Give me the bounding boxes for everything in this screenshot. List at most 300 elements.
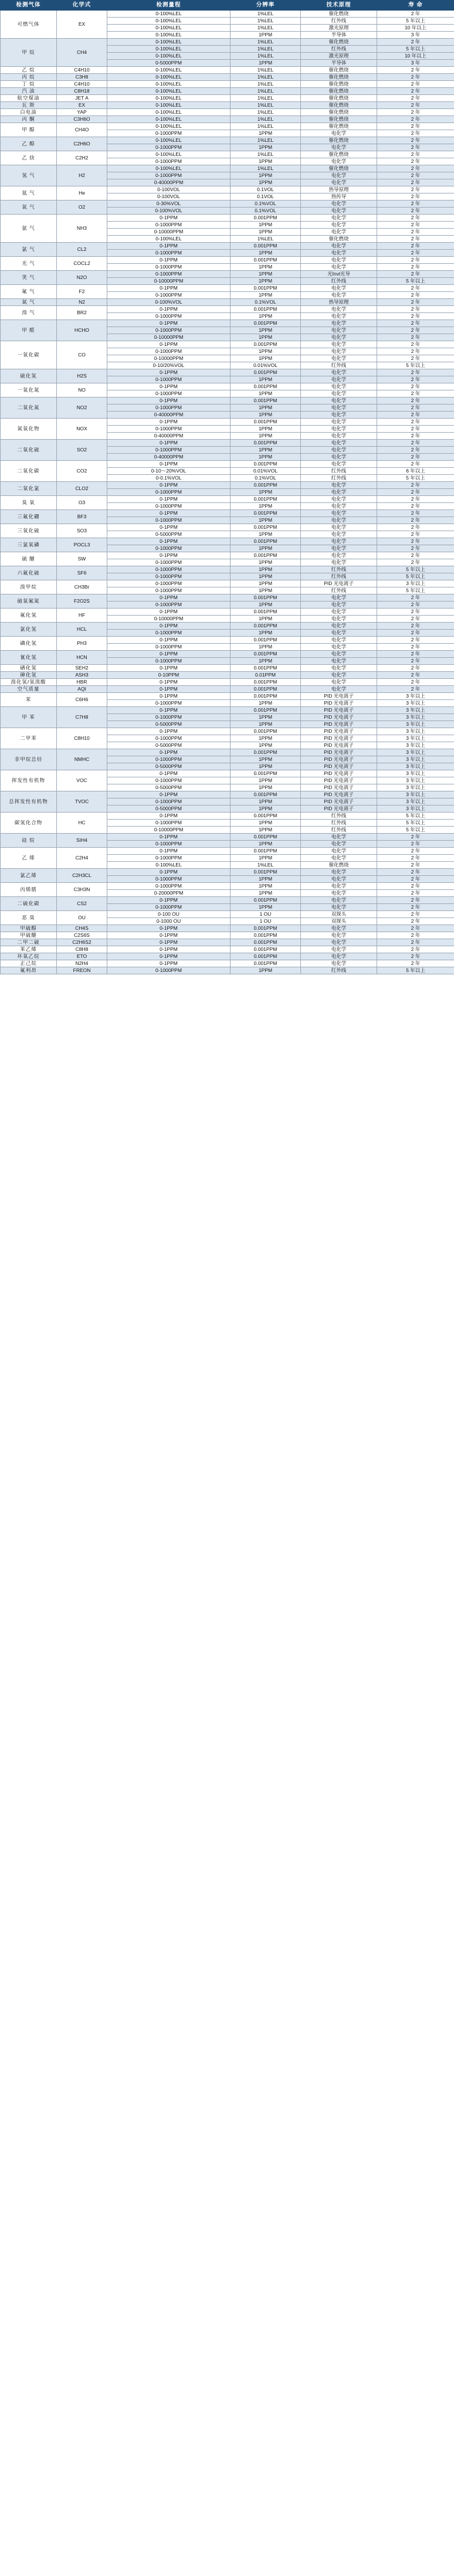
cell-technology: 电化学	[301, 412, 377, 419]
cell-resolution: 1PPM	[231, 179, 301, 186]
cell-technology: 电化学	[301, 594, 377, 601]
cell-gas-name: 甲 醛	[1, 320, 57, 341]
cell-technology: 电化学	[301, 946, 377, 953]
cell-technology: 红外线	[301, 18, 377, 25]
cell-range: 0-100%LEL	[107, 116, 231, 123]
cell-lifetime: 2 年	[377, 883, 454, 890]
cell-formula: He	[57, 186, 107, 200]
cell-technology: 激光原理	[301, 53, 377, 60]
table-row	[1, 74, 454, 81]
cell-technology: 激光原理	[301, 25, 377, 32]
cell-resolution: 1PPM	[231, 580, 301, 587]
cell-resolution: 1 OU	[231, 918, 301, 925]
cell-range: 0-10000PPM	[107, 334, 231, 341]
cell-range: 0-1PPM	[107, 770, 231, 777]
cell-technology: 电化学	[301, 292, 377, 299]
cell-lifetime: 2 年	[377, 405, 454, 412]
cell-technology: 红外线	[301, 813, 377, 820]
cell-technology: 催化燃烧	[301, 74, 377, 81]
cell-range: 0-0.1%VOL	[107, 475, 231, 482]
cell-lifetime: 2 年	[377, 172, 454, 179]
cell-technology: PID 光电离子	[301, 742, 377, 749]
cell-technology: PID 光电离子	[301, 763, 377, 770]
cell-resolution: 1PPM	[231, 229, 301, 236]
cell-resolution: 0.001PPM	[231, 594, 301, 601]
table-row	[1, 88, 454, 95]
cell-technology: 红外线	[301, 278, 377, 285]
cell-range: 0-1PPM	[107, 834, 231, 841]
cell-lifetime: 5 年以上	[377, 46, 454, 53]
cell-range: 0-1PPM	[107, 552, 231, 559]
cell-technology: 电化学	[301, 482, 377, 489]
cell-range: 0-1000PPM	[107, 573, 231, 580]
cell-range: 0-1000PPM	[107, 777, 231, 784]
cell-technology: 电化学	[301, 215, 377, 222]
table-row	[1, 869, 454, 876]
cell-resolution: 0.001PPM	[231, 369, 301, 376]
cell-range: 0-1000PPM	[107, 735, 231, 742]
cell-resolution: 1PPM	[231, 292, 301, 299]
table-row	[1, 524, 454, 531]
cell-lifetime: 3 年以上	[377, 700, 454, 707]
cell-lifetime: 2 年	[377, 306, 454, 313]
cell-range: 0-100%LEL	[107, 18, 231, 25]
cell-lifetime: 2 年	[377, 686, 454, 693]
cell-resolution: 1PPM	[231, 454, 301, 461]
table-body	[1, 11, 454, 974]
cell-gas-name: 二甲苯	[1, 728, 57, 749]
cell-lifetime: 5 年以上	[377, 967, 454, 974]
cell-range: 0-1PPM	[107, 932, 231, 939]
cell-lifetime: 2 年	[377, 946, 454, 953]
cell-gas-name: 总挥发性有机物	[1, 791, 57, 813]
cell-resolution: 1%LEL	[231, 862, 301, 869]
cell-range: 0-100%LEL	[107, 102, 231, 109]
cell-resolution: 0.001PPM	[231, 834, 301, 841]
cell-range: 0-1PPM	[107, 609, 231, 616]
cell-resolution: 0.001PPM	[231, 609, 301, 616]
cell-formula: TVOC	[57, 791, 107, 813]
table-row	[1, 946, 454, 953]
cell-resolution: 1PPM	[231, 777, 301, 784]
cell-range: 0-1PPM	[107, 637, 231, 644]
cell-technology: 电化学	[301, 953, 377, 960]
cell-lifetime: 2 年	[377, 594, 454, 601]
cell-gas-name: 甲 苯	[1, 707, 57, 728]
cell-formula: N2	[57, 299, 107, 306]
cell-resolution: 0.01%VOL	[231, 362, 301, 369]
cell-gas-name: 白电油	[1, 109, 57, 116]
cell-range: 0-1PPM	[107, 728, 231, 735]
cell-lifetime: 2 年	[377, 369, 454, 376]
cell-lifetime: 2 年	[377, 672, 454, 679]
cell-technology: 电化学	[301, 848, 377, 855]
cell-resolution: 1PPM	[231, 876, 301, 883]
cell-technology: 电化学	[301, 179, 377, 186]
cell-formula: PH3	[57, 637, 107, 651]
cell-resolution: 0.001PPM	[231, 897, 301, 904]
table-row	[1, 932, 454, 939]
table-row	[1, 510, 454, 517]
cell-resolution: 1%LEL	[231, 81, 301, 88]
cell-lifetime: 2 年	[377, 257, 454, 264]
table-row	[1, 686, 454, 693]
cell-technology: 电化学	[301, 285, 377, 292]
cell-resolution: 1PPM	[231, 348, 301, 355]
cell-range: 0-10000PPM	[107, 355, 231, 362]
cell-range: 0-10000PPM	[107, 278, 231, 285]
cell-gas-name: 氰化氢	[1, 651, 57, 665]
cell-lifetime: 3 年以上	[377, 742, 454, 749]
cell-resolution: 0.001PPM	[231, 397, 301, 405]
cell-formula: CH4O	[57, 123, 107, 137]
cell-lifetime: 2 年	[377, 200, 454, 208]
cell-technology: 红外线	[301, 46, 377, 53]
table-row	[1, 461, 454, 468]
cell-resolution: 1%LEL	[231, 46, 301, 53]
cell-resolution: 0.001PPM	[231, 419, 301, 426]
cell-resolution: 1%LEL	[231, 109, 301, 116]
cell-resolution: 0.001PPM	[231, 320, 301, 327]
cell-gas-name: 磷化氢	[1, 637, 57, 651]
cell-range: 0-100%VOL	[107, 208, 231, 215]
cell-range: 0-1000PPM	[107, 883, 231, 890]
cell-lifetime: 3 年以上	[377, 580, 454, 587]
cell-lifetime: 2 年	[377, 904, 454, 911]
cell-range: 0-1000PPM	[107, 348, 231, 355]
cell-formula: C2H2	[57, 151, 107, 165]
cell-lifetime: 2 年	[377, 953, 454, 960]
cell-range: 0-100 OU	[107, 911, 231, 918]
cell-technology: 电化学	[301, 531, 377, 538]
cell-resolution: 0.001PPM	[231, 510, 301, 517]
cell-resolution: 1PPM	[231, 855, 301, 862]
cell-formula: C2H6S2	[57, 939, 107, 946]
cell-formula: O3	[57, 496, 107, 510]
table-row	[1, 770, 454, 777]
cell-resolution: 1%LEL	[231, 39, 301, 46]
cell-formula: C3H6O	[57, 116, 107, 123]
table-row	[1, 749, 454, 756]
cell-range: 0-1000PPM	[107, 756, 231, 763]
cell-resolution: 1PPM	[231, 489, 301, 496]
cell-lifetime: 2 年	[377, 348, 454, 355]
cell-resolution: 1PPM	[231, 658, 301, 665]
cell-gas-name: 三氧化硫	[1, 524, 57, 538]
cell-range: 0-1000PPM	[107, 130, 231, 137]
cell-range: 0-1PPM	[107, 953, 231, 960]
cell-lifetime: 2 年	[377, 440, 454, 447]
cell-resolution: 1%LEL	[231, 236, 301, 243]
cell-lifetime: 3 年以上	[377, 714, 454, 721]
cell-gas-name: 丙 酮	[1, 116, 57, 123]
cell-lifetime: 3 年	[377, 32, 454, 39]
cell-technology: 电化学	[301, 630, 377, 637]
cell-resolution: 1PPM	[231, 426, 301, 433]
cell-formula: C4H10	[57, 67, 107, 74]
table-row	[1, 637, 454, 644]
cell-gas-name: 氢 气	[1, 165, 57, 186]
table-row	[1, 693, 454, 700]
table-row	[1, 623, 454, 630]
cell-formula: CS2	[57, 897, 107, 911]
cell-formula: CO	[57, 341, 107, 369]
cell-technology: 电化学	[301, 658, 377, 665]
cell-resolution: 1PPM	[231, 714, 301, 721]
cell-technology: 电化学	[301, 932, 377, 939]
cell-gas-name: 光 气	[1, 257, 57, 271]
cell-lifetime: 3 年以上	[377, 763, 454, 770]
cell-formula: C2S6S	[57, 932, 107, 939]
cell-technology: 催化燃烧	[301, 88, 377, 95]
cell-technology: 电化学	[301, 496, 377, 503]
cell-range: 0-1PPM	[107, 665, 231, 672]
cell-gas-name: 甲硫醚	[1, 932, 57, 939]
cell-lifetime: 2 年	[377, 482, 454, 489]
cell-resolution: 0.001PPM	[231, 285, 301, 292]
cell-lifetime: 2 年	[377, 503, 454, 510]
cell-lifetime: 2 年	[377, 960, 454, 967]
cell-range: 0-1PPM	[107, 707, 231, 714]
cell-gas-name: 氯乙烯	[1, 869, 57, 883]
cell-lifetime: 2 年	[377, 559, 454, 566]
cell-range: 0-1PPM	[107, 538, 231, 545]
cell-lifetime: 6 年以上	[377, 468, 454, 475]
cell-range: 0-1PPM	[107, 686, 231, 693]
cell-technology: 红外线	[301, 587, 377, 594]
cell-gas-name: 环氧乙烷	[1, 953, 57, 960]
cell-range: 0-1000PPM	[107, 714, 231, 721]
cell-range: 0-100%LEL	[107, 81, 231, 88]
cell-lifetime: 3 年以上	[377, 798, 454, 806]
cell-technology: 电化学	[301, 447, 377, 454]
cell-gas-name: 非甲烷总烃	[1, 749, 57, 770]
cell-technology: 电化学	[301, 855, 377, 862]
cell-lifetime: 2 年	[377, 158, 454, 165]
cell-resolution: 1%LEL	[231, 165, 301, 172]
cell-gas-name: 乙 烯	[1, 848, 57, 869]
cell-resolution: 1%LEL	[231, 102, 301, 109]
cell-technology: 电化学	[301, 869, 377, 876]
cell-lifetime: 2 年	[377, 320, 454, 327]
cell-lifetime: 2 年	[377, 137, 454, 144]
cell-technology: PID 光电离子	[301, 770, 377, 777]
cell-technology: 电化学	[301, 904, 377, 911]
cell-technology: 电化学	[301, 679, 377, 686]
cell-gas-name: 硫氧氟氮	[1, 594, 57, 609]
cell-technology: 电化学	[301, 939, 377, 946]
table-row	[1, 967, 454, 974]
cell-technology: 催化燃烧	[301, 11, 377, 18]
cell-resolution: 0.01%VOL	[231, 468, 301, 475]
cell-lifetime: 2 年	[377, 144, 454, 151]
cell-formula: BF3	[57, 510, 107, 524]
cell-gas-name: 二氧化碳	[1, 461, 57, 482]
cell-formula: CH3Br	[57, 580, 107, 594]
cell-resolution: 1PPM	[231, 376, 301, 383]
cell-gas-name: 砷化氢	[1, 672, 57, 679]
cell-gas-name: 丁 烷	[1, 81, 57, 88]
cell-range: 0-10PPM	[107, 672, 231, 679]
cell-lifetime: 2 年	[377, 250, 454, 257]
cell-resolution: 1PPM	[231, 222, 301, 229]
cell-lifetime: 2 年	[377, 918, 454, 925]
cell-technology: 电化学	[301, 320, 377, 327]
cell-lifetime: 2 年	[377, 461, 454, 468]
cell-gas-name: 二氧化硫	[1, 440, 57, 461]
cell-technology: 电化学	[301, 517, 377, 524]
table-row	[1, 215, 454, 222]
cell-resolution: 0.001PPM	[231, 869, 301, 876]
cell-gas-name: 碳氢化合物	[1, 813, 57, 834]
cell-range: 0-100%VOL	[107, 299, 231, 306]
table-row	[1, 672, 454, 679]
cell-range: 0-1PPM	[107, 848, 231, 855]
cell-range: 0-100%LEL	[107, 11, 231, 18]
header-range: 检测量程	[107, 1, 231, 11]
cell-range: 0-1000PPM	[107, 426, 231, 433]
cell-technology: 电化学	[301, 637, 377, 644]
cell-range: 0-1PPM	[107, 897, 231, 904]
cell-technology: 电化学	[301, 960, 377, 967]
cell-technology: PID 光电离子	[301, 721, 377, 728]
cell-gas-name: 氮氧化物	[1, 419, 57, 440]
cell-technology: 电化学	[301, 257, 377, 264]
cell-gas-name: 六氟化硫	[1, 566, 57, 580]
cell-lifetime: 2 年	[377, 601, 454, 609]
cell-range: 0-30%VOL	[107, 200, 231, 208]
cell-resolution: 1PPM	[231, 841, 301, 848]
cell-range: 0-1000PPM	[107, 271, 231, 278]
cell-resolution: 0.001PPM	[231, 524, 301, 531]
cell-resolution: 0.001PPM	[231, 341, 301, 348]
cell-formula: CO2	[57, 461, 107, 482]
cell-lifetime: 2 年	[377, 925, 454, 932]
cell-resolution: 1PPM	[231, 517, 301, 524]
cell-technology: 电化学	[301, 313, 377, 320]
cell-formula: F2O2S	[57, 594, 107, 609]
cell-formula: SW	[57, 552, 107, 566]
cell-resolution: 1PPM	[231, 271, 301, 278]
cell-lifetime: 2 年	[377, 334, 454, 341]
cell-gas-name: 三氟化硼	[1, 510, 57, 524]
cell-technology: PID 光电离子	[301, 798, 377, 806]
cell-formula: EX	[57, 102, 107, 109]
cell-lifetime: 2 年	[377, 193, 454, 200]
cell-range: 0-1PPM	[107, 397, 231, 405]
cell-resolution: 1PPM	[231, 264, 301, 271]
cell-resolution: 1PPM	[231, 573, 301, 580]
table-row	[1, 165, 454, 172]
cell-resolution: 1PPM	[231, 313, 301, 320]
cell-resolution: 0.001PPM	[231, 953, 301, 960]
cell-lifetime: 2 年	[377, 932, 454, 939]
cell-lifetime: 2 年	[377, 489, 454, 496]
cell-resolution: 0.001PPM	[231, 939, 301, 946]
cell-formula: EX	[57, 11, 107, 39]
cell-resolution: 1PPM	[231, 756, 301, 763]
header-formula: 化学式	[57, 1, 107, 11]
cell-resolution: 0.001PPM	[231, 813, 301, 820]
cell-formula: C6H6	[57, 693, 107, 707]
cell-resolution: 1%LEL	[231, 137, 301, 144]
cell-resolution: 0.1%VOL	[231, 200, 301, 208]
cell-technology: 半导体	[301, 60, 377, 67]
cell-lifetime: 2 年	[377, 376, 454, 383]
cell-lifetime: 2 年	[377, 510, 454, 517]
cell-technology: 电化学	[301, 489, 377, 496]
cell-formula: VOC	[57, 770, 107, 791]
cell-technology: 催化燃烧	[301, 81, 377, 88]
cell-formula: NO2	[57, 397, 107, 419]
cell-technology: PID 光电离子	[301, 580, 377, 587]
cell-resolution: 1%LEL	[231, 95, 301, 102]
cell-range: 0-1PPM	[107, 791, 231, 798]
cell-gas-name: 氟化氢	[1, 609, 57, 623]
cell-resolution: 1PPM	[231, 32, 301, 39]
cell-range: 0-1000PPM	[107, 405, 231, 412]
cell-range: 0-1PPM	[107, 939, 231, 946]
table-row	[1, 848, 454, 855]
cell-lifetime: 5 年以上	[377, 813, 454, 820]
cell-lifetime: 2 年	[377, 538, 454, 545]
cell-lifetime: 2 年	[377, 222, 454, 229]
cell-technology: 电化学	[301, 651, 377, 658]
cell-range: 0-40000PPM	[107, 179, 231, 186]
cell-resolution: 1PPM	[231, 587, 301, 594]
cell-formula: H2S	[57, 369, 107, 383]
cell-range: 0-100%LEL	[107, 53, 231, 60]
cell-lifetime: 5 年以上	[377, 18, 454, 25]
cell-lifetime: 2 年	[377, 897, 454, 904]
cell-range: 0-1000PPM	[107, 264, 231, 271]
cell-technology: 红外线	[301, 362, 377, 369]
cell-range: 0-1000PPM	[107, 904, 231, 911]
cell-formula: COCL2	[57, 257, 107, 271]
cell-technology: 电化学	[301, 883, 377, 890]
table-row	[1, 939, 454, 946]
table-row	[1, 271, 454, 278]
cell-lifetime: 2 年	[377, 651, 454, 658]
cell-lifetime: 2 年	[377, 531, 454, 538]
cell-resolution: 0.001PPM	[231, 482, 301, 489]
cell-technology: 电化学	[301, 369, 377, 376]
cell-gas-name: 二氧化氮	[1, 397, 57, 419]
cell-range: 0-40000PPM	[107, 454, 231, 461]
cell-technology: 双探头	[301, 918, 377, 925]
cell-range: 0-1000PPM	[107, 798, 231, 806]
cell-lifetime: 2 年	[377, 911, 454, 918]
cell-technology: 电化学	[301, 559, 377, 566]
cell-resolution: 1PPM	[231, 784, 301, 791]
cell-range: 0-10000PPM	[107, 229, 231, 236]
cell-lifetime: 2 年	[377, 609, 454, 616]
cell-formula: C8H8	[57, 946, 107, 953]
cell-technology: 红外线	[301, 573, 377, 580]
cell-lifetime: 5 年以上	[377, 573, 454, 580]
cell-gas-name: 二硫化碳	[1, 897, 57, 911]
cell-technology: 电化学	[301, 243, 377, 250]
cell-range: 0-1000PPM	[107, 517, 231, 524]
cell-lifetime: 2 年	[377, 341, 454, 348]
cell-range: 0-1000 OU	[107, 918, 231, 925]
cell-resolution: 0.1%VOL	[231, 208, 301, 215]
cell-range: 0-1PPM	[107, 623, 231, 630]
cell-lifetime: 2 年	[377, 355, 454, 362]
cell-lifetime: 2 年	[377, 299, 454, 306]
cell-formula: CL2	[57, 243, 107, 257]
cell-resolution: 1%LEL	[231, 25, 301, 32]
